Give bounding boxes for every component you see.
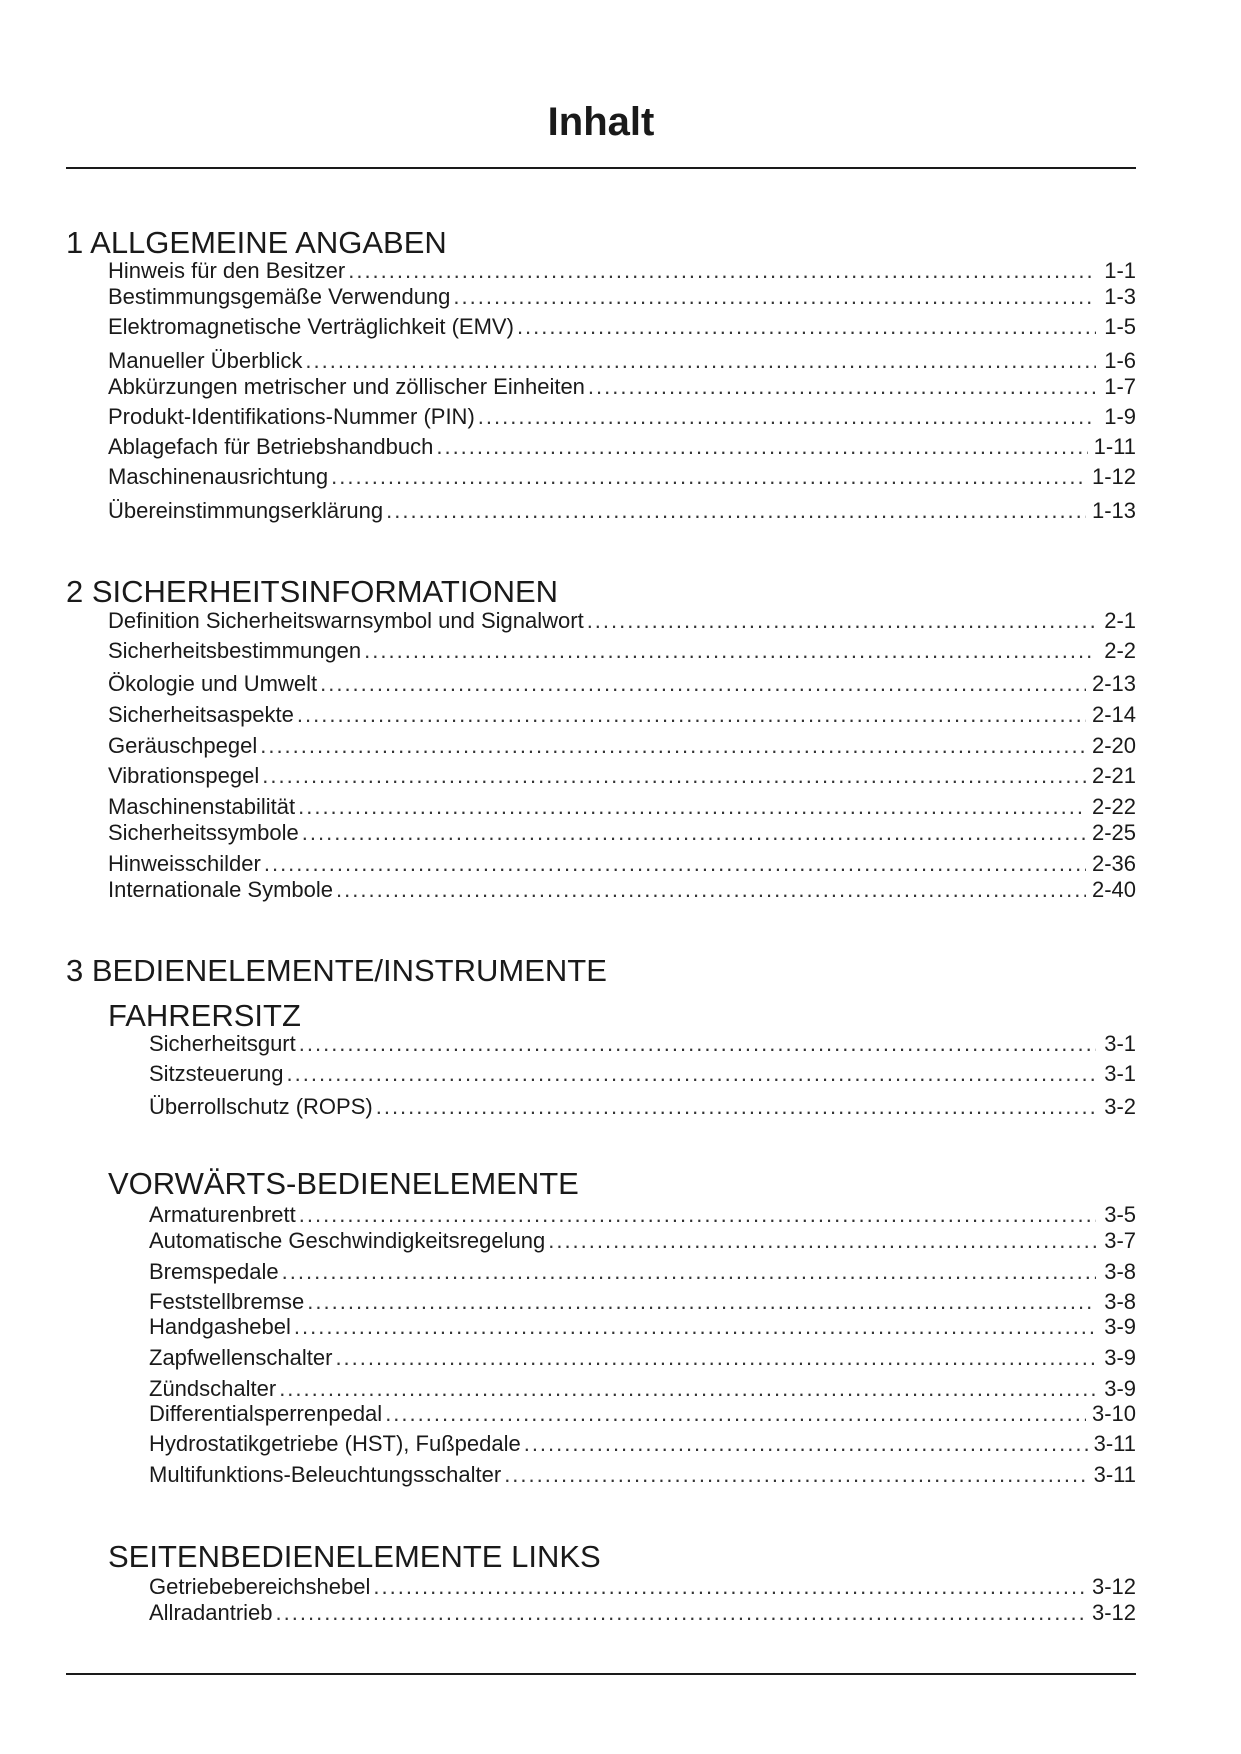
toc-entry-page: 1-5 — [1104, 314, 1136, 339]
toc-entry-page: 1-7 — [1104, 374, 1136, 399]
toc-entry[interactable] — [108, 673, 1136, 695]
leader-dots — [294, 1316, 1096, 1338]
toc-entry[interactable] — [108, 466, 1136, 488]
toc-entry-title: Definition Sicherheitswarnsymbol und Signalwort — [108, 608, 584, 633]
toc-entry-title: Feststellbremse — [149, 1289, 305, 1314]
leader-dots — [320, 673, 1086, 695]
toc-entry[interactable] — [108, 436, 1136, 458]
leader-dots — [517, 316, 1096, 338]
leader-dots — [287, 1063, 1096, 1085]
chapter-heading: 3 BEDIENELEMENTE/INSTRUMENTE — [66, 953, 607, 988]
toc-entry-title: Automatische Geschwindigkeitsregelung — [149, 1228, 546, 1253]
toc-entry-title: Maschinenausrichtung — [108, 464, 329, 489]
toc-entry-title: Zündschalter — [149, 1376, 277, 1401]
toc-entry[interactable] — [149, 1602, 1136, 1624]
leader-dots — [478, 406, 1096, 428]
page-title: Inhalt — [547, 100, 655, 144]
leader-dots — [331, 466, 1086, 488]
leader-dots — [588, 376, 1096, 398]
toc-entry-page: 3-8 — [1104, 1259, 1136, 1284]
toc-entry-title: Hinweisschilder — [108, 851, 261, 876]
toc-entry-title: Handgashebel — [149, 1314, 291, 1339]
leader-dots — [282, 1261, 1096, 1283]
leader-dots — [504, 1464, 1087, 1486]
toc-entry-page: 2-21 — [1091, 763, 1136, 788]
leader-dots — [386, 500, 1086, 522]
toc-entry-page: 2-22 — [1091, 794, 1136, 819]
leader-dots — [548, 1230, 1096, 1252]
leader-dots — [264, 853, 1086, 875]
toc-entry-page: 1-11 — [1093, 434, 1136, 459]
leader-dots — [385, 1403, 1086, 1425]
toc-entry-title: Sicherheitsgurt — [149, 1031, 296, 1056]
leader-dots — [587, 610, 1096, 632]
leader-dots — [364, 640, 1096, 662]
toc-entry[interactable] — [108, 610, 1136, 632]
toc-entry-title: Manueller Überblick — [108, 348, 303, 373]
toc-entry-title: Armaturenbrett — [149, 1202, 296, 1227]
toc-entry-page: 1-12 — [1091, 464, 1136, 489]
toc-entry-title: Hinweis für den Besitzer — [108, 258, 346, 283]
section-heading: SEITENBEDIENELEMENTE LINKS — [108, 1539, 601, 1574]
toc-entry-page: 2-14 — [1091, 702, 1136, 727]
chapter-heading: 2 SICHERHEITSINFORMATIONEN — [66, 574, 559, 609]
toc-entry-page: 2-36 — [1091, 851, 1136, 876]
toc-entry-title: Internationale Symbole — [108, 877, 334, 902]
leader-dots — [298, 796, 1086, 818]
toc-entry-title: Produkt-Identifikations-Nummer (PIN) — [108, 404, 475, 429]
toc-entry[interactable] — [108, 822, 1136, 844]
toc-entry-page: 1-1 — [1104, 258, 1136, 283]
toc-entry[interactable] — [108, 316, 1136, 338]
toc-entry[interactable] — [108, 735, 1136, 757]
toc-entry[interactable] — [149, 1261, 1136, 1283]
leader-dots — [307, 1291, 1096, 1313]
toc-entry-page: 3-1 — [1104, 1061, 1136, 1086]
toc-entry-page: 2-13 — [1091, 671, 1136, 696]
toc-entry[interactable] — [108, 406, 1136, 428]
toc-entry[interactable] — [108, 853, 1136, 875]
toc-entry-title: Differentialsperrenpedal — [149, 1401, 383, 1426]
toc-entry-title: Allradantrieb — [149, 1600, 273, 1625]
toc-entry[interactable] — [108, 260, 1136, 282]
leader-dots — [336, 879, 1086, 901]
toc-entry-title: Ökologie und Umwelt — [108, 671, 318, 696]
toc-entry-page: 2-20 — [1091, 733, 1136, 758]
toc-entry-page: 3-9 — [1104, 1314, 1136, 1339]
toc-entry[interactable] — [149, 1433, 1136, 1455]
toc-entry[interactable] — [149, 1316, 1136, 1338]
toc-entry-page: 3-8 — [1104, 1289, 1136, 1314]
toc-entry[interactable] — [108, 350, 1136, 372]
leader-dots — [305, 350, 1096, 372]
leader-dots — [279, 1378, 1096, 1400]
toc-entry-title: Geräuschpegel — [108, 733, 258, 758]
toc-entry-page: 2-1 — [1104, 608, 1136, 633]
toc-entry-page: 3-12 — [1091, 1600, 1136, 1625]
leader-dots — [376, 1096, 1096, 1118]
toc-entry-title: Überrollschutz (ROPS) — [149, 1094, 373, 1119]
toc-entry-page: 3-12 — [1091, 1574, 1136, 1599]
toc-entry[interactable] — [149, 1576, 1136, 1598]
toc-entry-title: Hydrostatikgetriebe (HST), Fußpedale — [149, 1431, 521, 1456]
top-rule — [66, 167, 1136, 169]
toc-entry[interactable] — [149, 1063, 1136, 1085]
toc-entry[interactable] — [108, 286, 1136, 308]
leader-dots — [348, 260, 1096, 282]
leader-dots — [302, 822, 1086, 844]
toc-entry-title: Sitzsteuerung — [149, 1061, 284, 1086]
toc-entry-title: Multifunktions-Beleuchtungsschalter — [149, 1462, 502, 1487]
leader-dots — [297, 704, 1086, 726]
toc-entry-page: 3-2 — [1104, 1094, 1136, 1119]
leader-dots — [524, 1433, 1088, 1455]
toc-entry-page: 3-5 — [1104, 1202, 1136, 1227]
toc-entry[interactable] — [149, 1347, 1136, 1369]
toc-entry-title: Getriebebereichshebel — [149, 1574, 371, 1599]
toc-entry[interactable] — [108, 376, 1136, 398]
toc-entry-page: 1-9 — [1104, 404, 1136, 429]
toc-entry[interactable] — [108, 796, 1136, 818]
toc-entry-page: 3-9 — [1104, 1376, 1136, 1401]
toc-entry-title: Elektromagnetische Verträglichkeit (EMV) — [108, 314, 514, 339]
toc-entry[interactable] — [108, 640, 1136, 662]
toc-entry[interactable] — [149, 1230, 1136, 1252]
leader-dots — [260, 735, 1086, 757]
leader-dots — [276, 1602, 1086, 1624]
toc-entry-title: Ablagefach für Betriebshandbuch — [108, 434, 434, 459]
toc-entry[interactable] — [149, 1204, 1136, 1226]
toc-entry[interactable] — [149, 1403, 1136, 1425]
toc-entry[interactable] — [149, 1464, 1136, 1486]
toc-entry-page: 2-40 — [1091, 877, 1136, 902]
toc-entry[interactable] — [149, 1096, 1136, 1118]
toc-entry[interactable] — [108, 879, 1136, 901]
toc-entry[interactable] — [149, 1291, 1136, 1313]
toc-entry-page: 3-11 — [1093, 1431, 1136, 1456]
toc-entry[interactable] — [108, 765, 1136, 787]
leader-dots — [373, 1576, 1086, 1598]
toc-entry-title: Bestimmungsgemäße Verwendung — [108, 284, 451, 309]
leader-dots — [262, 765, 1086, 787]
toc-entry-page: 2-2 — [1104, 638, 1136, 663]
leader-dots — [299, 1204, 1096, 1226]
toc-entry[interactable] — [108, 704, 1136, 726]
toc-entry-page: 3-10 — [1091, 1401, 1136, 1426]
toc-entry-page: 3-11 — [1093, 1462, 1136, 1487]
toc-entry-page: 3-9 — [1104, 1345, 1136, 1370]
toc-entry-title: Sicherheitsaspekte — [108, 702, 294, 727]
toc-entry-title: Abkürzungen metrischer und zöllischer Einheiten — [108, 374, 585, 399]
leader-dots — [436, 436, 1087, 458]
toc-entry-page: 3-7 — [1104, 1228, 1136, 1253]
leader-dots — [299, 1033, 1096, 1055]
toc-entry-page: 2-25 — [1091, 820, 1136, 845]
section-heading: FAHRERSITZ — [108, 998, 301, 1033]
toc-entry-title: Vibrationspegel — [108, 763, 260, 788]
toc-entry-page: 1-3 — [1104, 284, 1136, 309]
toc-entry[interactable] — [149, 1033, 1136, 1055]
toc-entry[interactable] — [149, 1378, 1136, 1400]
toc-entry-page: 1-13 — [1091, 498, 1136, 523]
toc-entry-page: 3-1 — [1104, 1031, 1136, 1056]
toc-entry-title: Übereinstimmungserklärung — [108, 498, 384, 523]
toc-entry-page: 1-6 — [1104, 348, 1136, 373]
toc-entry-title: Maschinenstabilität — [108, 794, 296, 819]
toc-entry-title: Sicherheitssymbole — [108, 820, 299, 845]
bottom-rule — [66, 1673, 1136, 1675]
toc-entry-title: Zapfwellenschalter — [149, 1345, 333, 1370]
leader-dots — [453, 286, 1096, 308]
toc-entry-title: Sicherheitsbestimmungen — [108, 638, 362, 663]
toc-entry[interactable] — [108, 500, 1136, 522]
section-heading: VORWÄRTS-BEDIENELEMENTE — [108, 1166, 579, 1201]
toc-entry-title: Bremspedale — [149, 1259, 279, 1284]
chapter-heading: 1 ALLGEMEINE ANGABEN — [66, 225, 447, 260]
leader-dots — [335, 1347, 1096, 1369]
